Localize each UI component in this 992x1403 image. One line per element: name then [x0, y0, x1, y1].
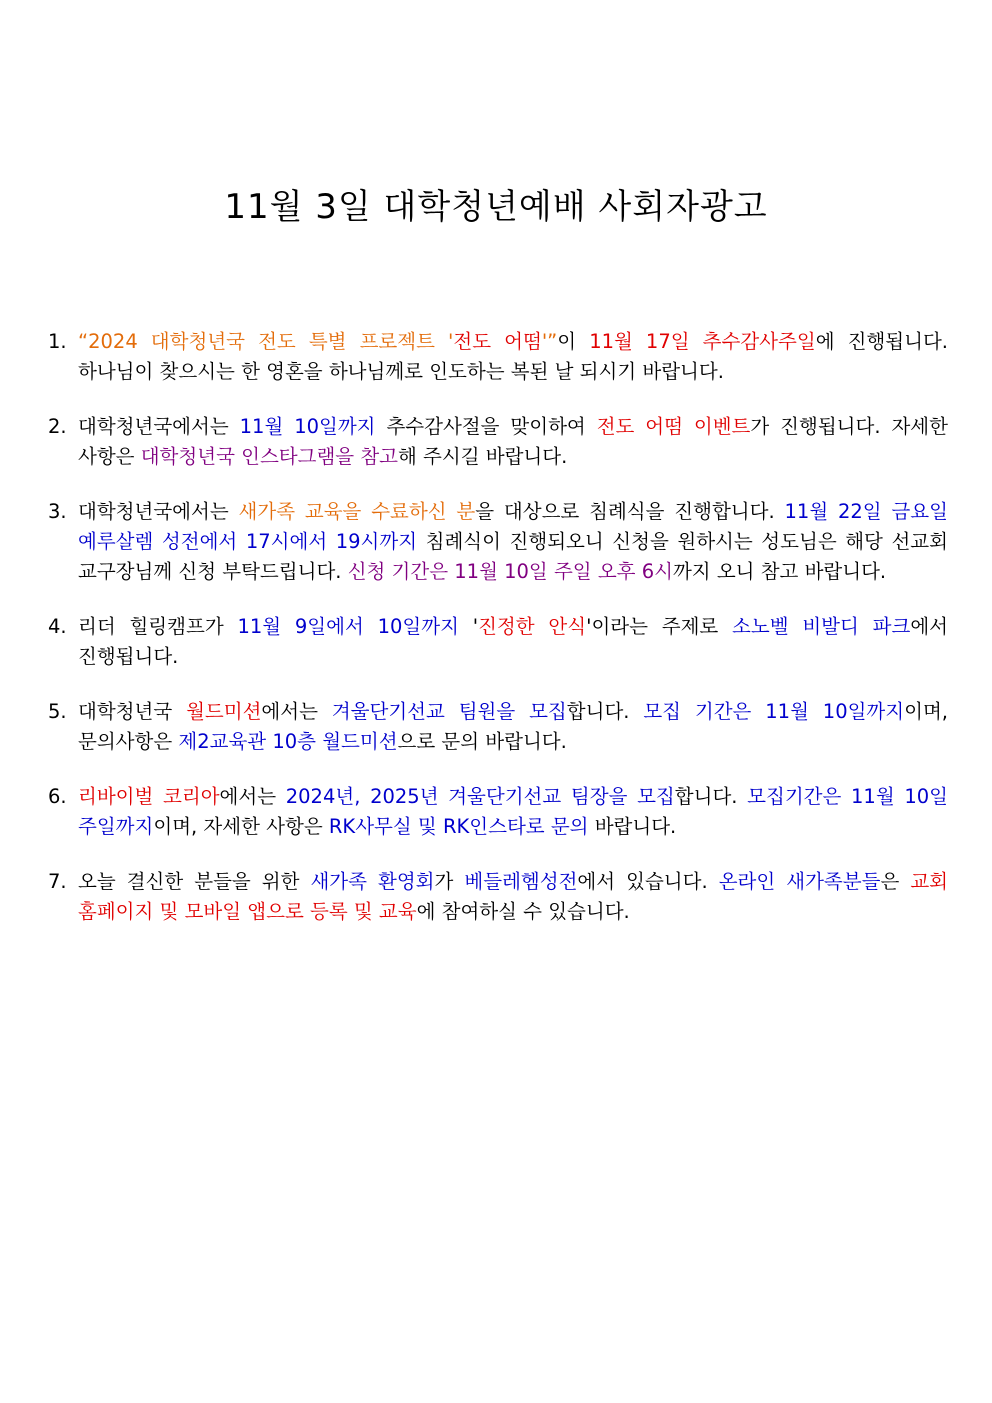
item-number: 5. — [48, 700, 67, 723]
text-segment: 11월 17일 추수감사주일 — [589, 330, 816, 353]
page-title: 11월 3일 대학청년예배 사회자광고 — [224, 187, 768, 227]
text-segment: 제2교육관 10층 월드미션 — [178, 730, 398, 753]
text-segment: 으로 문의 바랍니다. — [397, 730, 567, 753]
text-segment: 2024년, 2025년 겨울단기선교 팀장을 모집 — [285, 785, 675, 808]
item-number: 4. — [48, 615, 67, 638]
text-segment: 해 주시길 바랍니다. — [398, 445, 568, 468]
text-segment: 리더 힐링캠프가 — [78, 615, 238, 638]
text-segment: 모집 기간은 11월 10일까지 — [643, 700, 905, 723]
text-segment: ' — [458, 615, 479, 638]
text-segment: RK사무실 및 RK인스타로 문의 — [328, 815, 589, 838]
text-segment: 합니다. — [674, 785, 748, 808]
announcement-item-1 — [48, 327, 948, 387]
text-segment: 월드미션 — [186, 700, 262, 723]
text-segment: 리바이벌 코리아 — [78, 785, 220, 808]
text-segment: '” — [541, 330, 558, 353]
text-segment: “2024 대학청년국 전도 특별 프로젝트 ' — [78, 330, 454, 353]
text-segment: 신청 기간은 11월 10일 주일 오후 6시 — [347, 560, 673, 583]
text-segment: 은 — [880, 870, 911, 893]
text-segment: 오늘 결신한 분들을 위한 — [78, 870, 311, 893]
text-segment: 합니다. — [566, 700, 644, 723]
text-segment: 침례식이 진행되오니 신청을 원하시는 성도님은 해당 선교회 교구장님께 신청 부탁드립니다. — [78, 530, 948, 583]
text-segment: 대학청년국 — [78, 700, 187, 723]
text-segment: 까지 오니 참고 바랍니다. — [672, 560, 887, 583]
announcement-item-4 — [48, 612, 948, 672]
text-segment: 바랍니다. — [588, 815, 677, 838]
text-segment: 대학청년국에서는 — [78, 415, 240, 438]
text-segment: 모집기간은 11월 10일 주일까지 — [78, 785, 948, 838]
announcement-item-2 — [48, 412, 948, 472]
item-number: 6. — [48, 785, 67, 808]
text-segment: 대학청년국에서는 — [78, 500, 239, 523]
text-segment: 교회 홈페이지 및 모바일 앱으로 등록 및 교육 — [78, 870, 948, 923]
text-segment: 에서는 — [219, 785, 286, 808]
text-segment: 겨울단기선교 팀원을 모집 — [331, 700, 567, 723]
text-segment: 전도 어떰 이벤트 — [596, 415, 751, 438]
text-segment: 베들레헴성전 — [464, 870, 578, 893]
text-segment: 가 진행됩니다. 자세한 사항은 — [78, 415, 948, 468]
item-number: 7. — [48, 870, 67, 893]
text-segment: 대학청년국 인스타그램을 참고 — [140, 445, 398, 468]
text-segment: 전도 어떰 — [453, 330, 542, 353]
text-segment: 이 — [557, 330, 590, 353]
announcement-item-6 — [48, 782, 948, 842]
text-segment: 에 참여하실 수 있습니다. — [416, 900, 630, 923]
announcement-item-5 — [48, 697, 948, 757]
text-segment: 에서 있습니다. — [577, 870, 719, 893]
text-segment: 11월 22일 금요일 예루살렘 성전에서 17시에서 19시까지 — [78, 500, 948, 553]
text-segment: 온라인 새가족분들 — [718, 870, 881, 893]
text-segment: 가 — [434, 870, 465, 893]
text-segment: 11월 10일까지 — [239, 415, 376, 438]
text-segment: '이라는 주제로 — [586, 615, 733, 638]
item-number: 1. — [48, 330, 67, 353]
item-number: 2. — [48, 415, 67, 438]
text-segment: 에서는 — [261, 700, 332, 723]
text-segment: 진정한 안식 — [478, 615, 587, 638]
announcement-item-7 — [48, 867, 948, 927]
item-number: 3. — [48, 500, 67, 523]
text-segment: 에 진행됩니다. 하나님이 찾으시는 한 영혼을 하나님께로 인도하는 복된 날 되시기 바랍니다. — [78, 330, 948, 383]
text-segment: 새가족 환영회 — [310, 870, 435, 893]
text-segment: 새가족 교육을 수료하신 분 — [238, 500, 476, 523]
announcement-item-3 — [48, 497, 948, 587]
text-segment: 11월 9일에서 10일까지 — [237, 615, 459, 638]
text-segment: 이며, 자세한 사항은 — [153, 815, 329, 838]
text-segment: 소노벨 비발디 파크 — [732, 615, 911, 638]
text-segment: 추수감사절을 맞이하여 — [375, 415, 597, 438]
text-segment: 에서 진행됩니다. — [78, 615, 949, 668]
text-segment: 이며, 문의사항은 — [78, 700, 948, 753]
announcement-list — [48, 327, 948, 927]
text-segment: 을 대상으로 침례식을 진행합니다. — [475, 500, 785, 523]
